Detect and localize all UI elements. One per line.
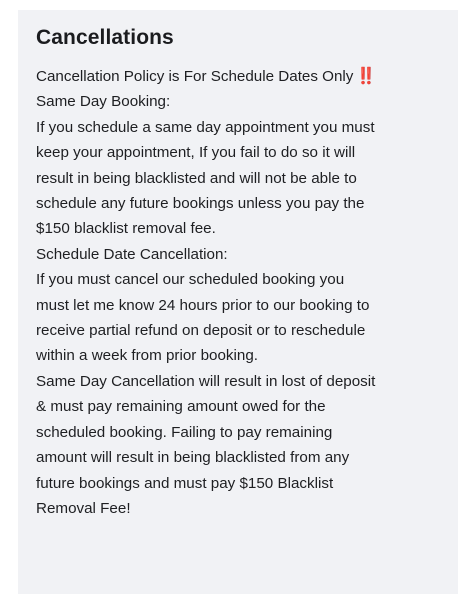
policy-text-line: Removal Fee! xyxy=(36,499,131,517)
policy-text-line: amount will result in being blacklisted from any xyxy=(36,449,350,467)
policy-text-line: must let me know 24 hours prior to our booking to xyxy=(36,296,370,314)
schedule-date-cancellation-heading: Schedule Date Cancellation: xyxy=(36,245,228,263)
policy-text-line: $150 blacklist removal fee. xyxy=(36,220,216,238)
policy-text-line: within a week from prior booking. xyxy=(36,347,259,365)
policy-text-line: & must pay remaining amount owed for the xyxy=(36,398,326,416)
policy-text-line: Same Day Cancellation will result in lost of deposit xyxy=(36,372,376,390)
policy-text-line: schedule any future bookings unless you pay the xyxy=(36,195,365,213)
policy-text-line: scheduled booking. Failing to pay remaining xyxy=(36,423,333,441)
policy-text-line: If you schedule a same day appointment you must xyxy=(36,118,375,136)
double-exclamation-icon: ‼️ xyxy=(356,68,376,85)
policy-text-line: keep your appointment, If you fail to do so it will xyxy=(36,144,356,162)
same-day-booking-heading: Same Day Booking: xyxy=(36,93,171,111)
policy-text-line: result in being blacklisted and will not be able to xyxy=(36,169,357,187)
policy-text-line: future bookings and must pay $150 Blacklist xyxy=(36,474,334,492)
card-title: Cancellations xyxy=(36,26,174,49)
policy-heading xyxy=(36,64,442,89)
policy-heading-text: Cancellation Policy is For Schedule Dates Only xyxy=(36,68,354,85)
policy-text-line: receive partial refund on deposit or to reschedule xyxy=(36,322,366,340)
cancellations-card xyxy=(18,10,458,594)
policy-text-line: If you must cancel our scheduled booking you xyxy=(36,271,345,289)
